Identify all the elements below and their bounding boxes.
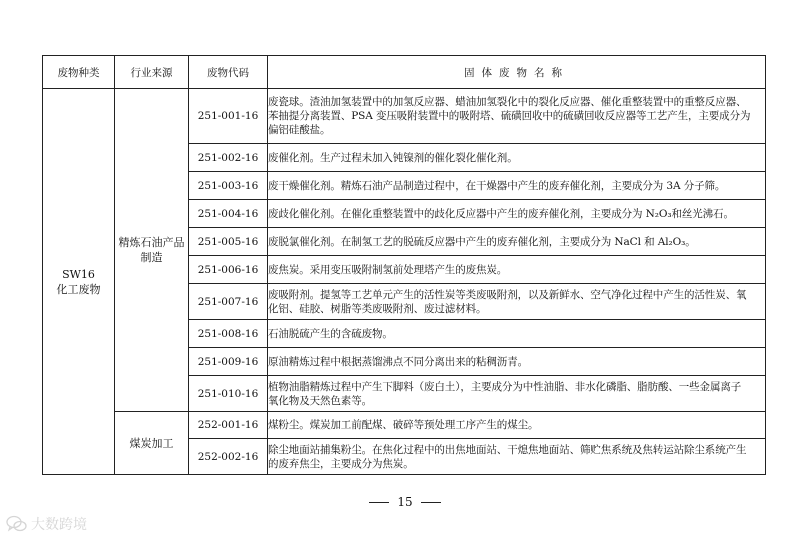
waste-table [42, 55, 766, 475]
waste-description [268, 412, 766, 439]
source-refining-cell [115, 89, 189, 412]
waste-code: 251-005-16 [189, 228, 268, 256]
waste-description [268, 89, 766, 144]
waste-category-cell [43, 89, 115, 475]
waste-code: 251-004-16 [189, 200, 268, 228]
page-dash-left [369, 502, 389, 503]
wechat-like-logo-icon [6, 515, 28, 533]
waste-code: 251-001-16 [189, 89, 268, 144]
waste-code: 251-007-16 [189, 284, 268, 320]
desc-line: 原油精炼过程中根据蒸馏沸点不同分离出来的粘稠沥青。 [268, 355, 528, 368]
category-code: SW16 [62, 267, 95, 281]
waste-description [268, 320, 766, 348]
waste-description [268, 172, 766, 200]
desc-line: 废脱氯催化剂。在制氢工艺的脱硫反应器中产生的废弃催化剂，主要成分为 NaCl 和 Al₂O₃。 [268, 235, 696, 248]
page-number-text: 15 [397, 495, 413, 509]
desc-line: 废瓷球。渣油加氢装置中的加氢反应器、蜡油加氢裂化中的裂化反应器、催化重整装置中的重整反应器、 [268, 96, 747, 108]
watermark-text: 大数跨境 [31, 517, 87, 533]
waste-code: 251-002-16 [189, 144, 268, 172]
desc-line: 废吸附剂。提氢等工艺单元产生的活性炭等类废吸附剂，以及新鲜水、空气净化过程中产生的活性炭、氧 [268, 288, 747, 301]
waste-code: 251-010-16 [189, 376, 268, 412]
waste-code: 252-002-16 [189, 439, 268, 475]
waste-description [268, 228, 766, 256]
waste-code: 252-001-16 [189, 412, 268, 439]
waste-description [268, 144, 766, 172]
waste-code: 251-006-16 [189, 256, 268, 284]
table-row [43, 412, 766, 439]
table-row [43, 89, 766, 144]
waste-code: 251-008-16 [189, 320, 268, 348]
desc-line: 氧化物及天然色素等。 [268, 394, 372, 407]
desc-line: 煤粉尘。煤炭加工前配煤、破碎等预处理工序产生的煤尘。 [268, 419, 539, 431]
waste-description [268, 200, 766, 228]
desc-line: 苯抽提分离装置、PSA 变压吸附装置中的吸附塔、硫磺回收中的硫磺回收反应器等工艺产生，主要成分为 [268, 110, 751, 122]
header-industry-source: 行业来源 [115, 56, 189, 89]
page-number [0, 495, 810, 509]
table-header-row [43, 56, 766, 89]
desc-line: 废歧化催化剂。在催化重整装置中的歧化反应器中产生的废弃催化剂，主要成分为 N₂O₃和丝光沸石。 [268, 207, 734, 220]
desc-line: 废催化剂。生产过程未加入钝镍剂的催化裂化催化剂。 [268, 151, 518, 164]
waste-description [268, 376, 766, 412]
desc-line: 石油脱硫产生的含硫废物。 [268, 327, 393, 340]
desc-line: 废干燥催化剂。精炼石油产品制造过程中，在干燥器中产生的废弃催化剂，主要成分为 3A 分子筛。 [268, 179, 726, 192]
watermark [6, 514, 87, 534]
page-dash-right [421, 502, 441, 503]
header-waste-category: 废物种类 [43, 56, 115, 89]
waste-code: 251-009-16 [189, 348, 268, 376]
desc-line: 偏铝硅酸盐。 [268, 124, 331, 136]
waste-description [268, 284, 766, 320]
source-refining-line1: 精炼石油产品 [118, 236, 185, 249]
desc-line: 废焦炭。采用变压吸附制氢前处理塔产生的废焦炭。 [268, 263, 508, 276]
desc-line: 化铝、硅胶、树脂等类废吸附剂、废过滤材料。 [268, 302, 487, 315]
source-coal-cell: 煤炭加工 [115, 412, 189, 475]
header-solid-waste-name: 固体废物名称 [268, 56, 766, 89]
waste-code: 251-003-16 [189, 172, 268, 200]
desc-line: 植物油脂精炼过程中产生下脚料（废白土），主要成分为中性油脂、非水化磷脂、脂肪酸、一些金属离子 [268, 380, 742, 393]
header-waste-code: 废物代码 [189, 56, 268, 89]
desc-line: 除尘地面站捕集粉尘。在焦化过程中的出焦地面站、干熄焦地面站、筛贮焦系统及焦转运站除尘系统产生 [268, 443, 747, 456]
category-name: 化工废物 [56, 282, 101, 296]
source-refining-line2: 制造 [140, 251, 163, 264]
desc-line: 的废弃焦尘，主要成分为焦炭。 [268, 457, 414, 470]
waste-description [268, 256, 766, 284]
waste-description [268, 439, 766, 475]
waste-description [268, 348, 766, 376]
